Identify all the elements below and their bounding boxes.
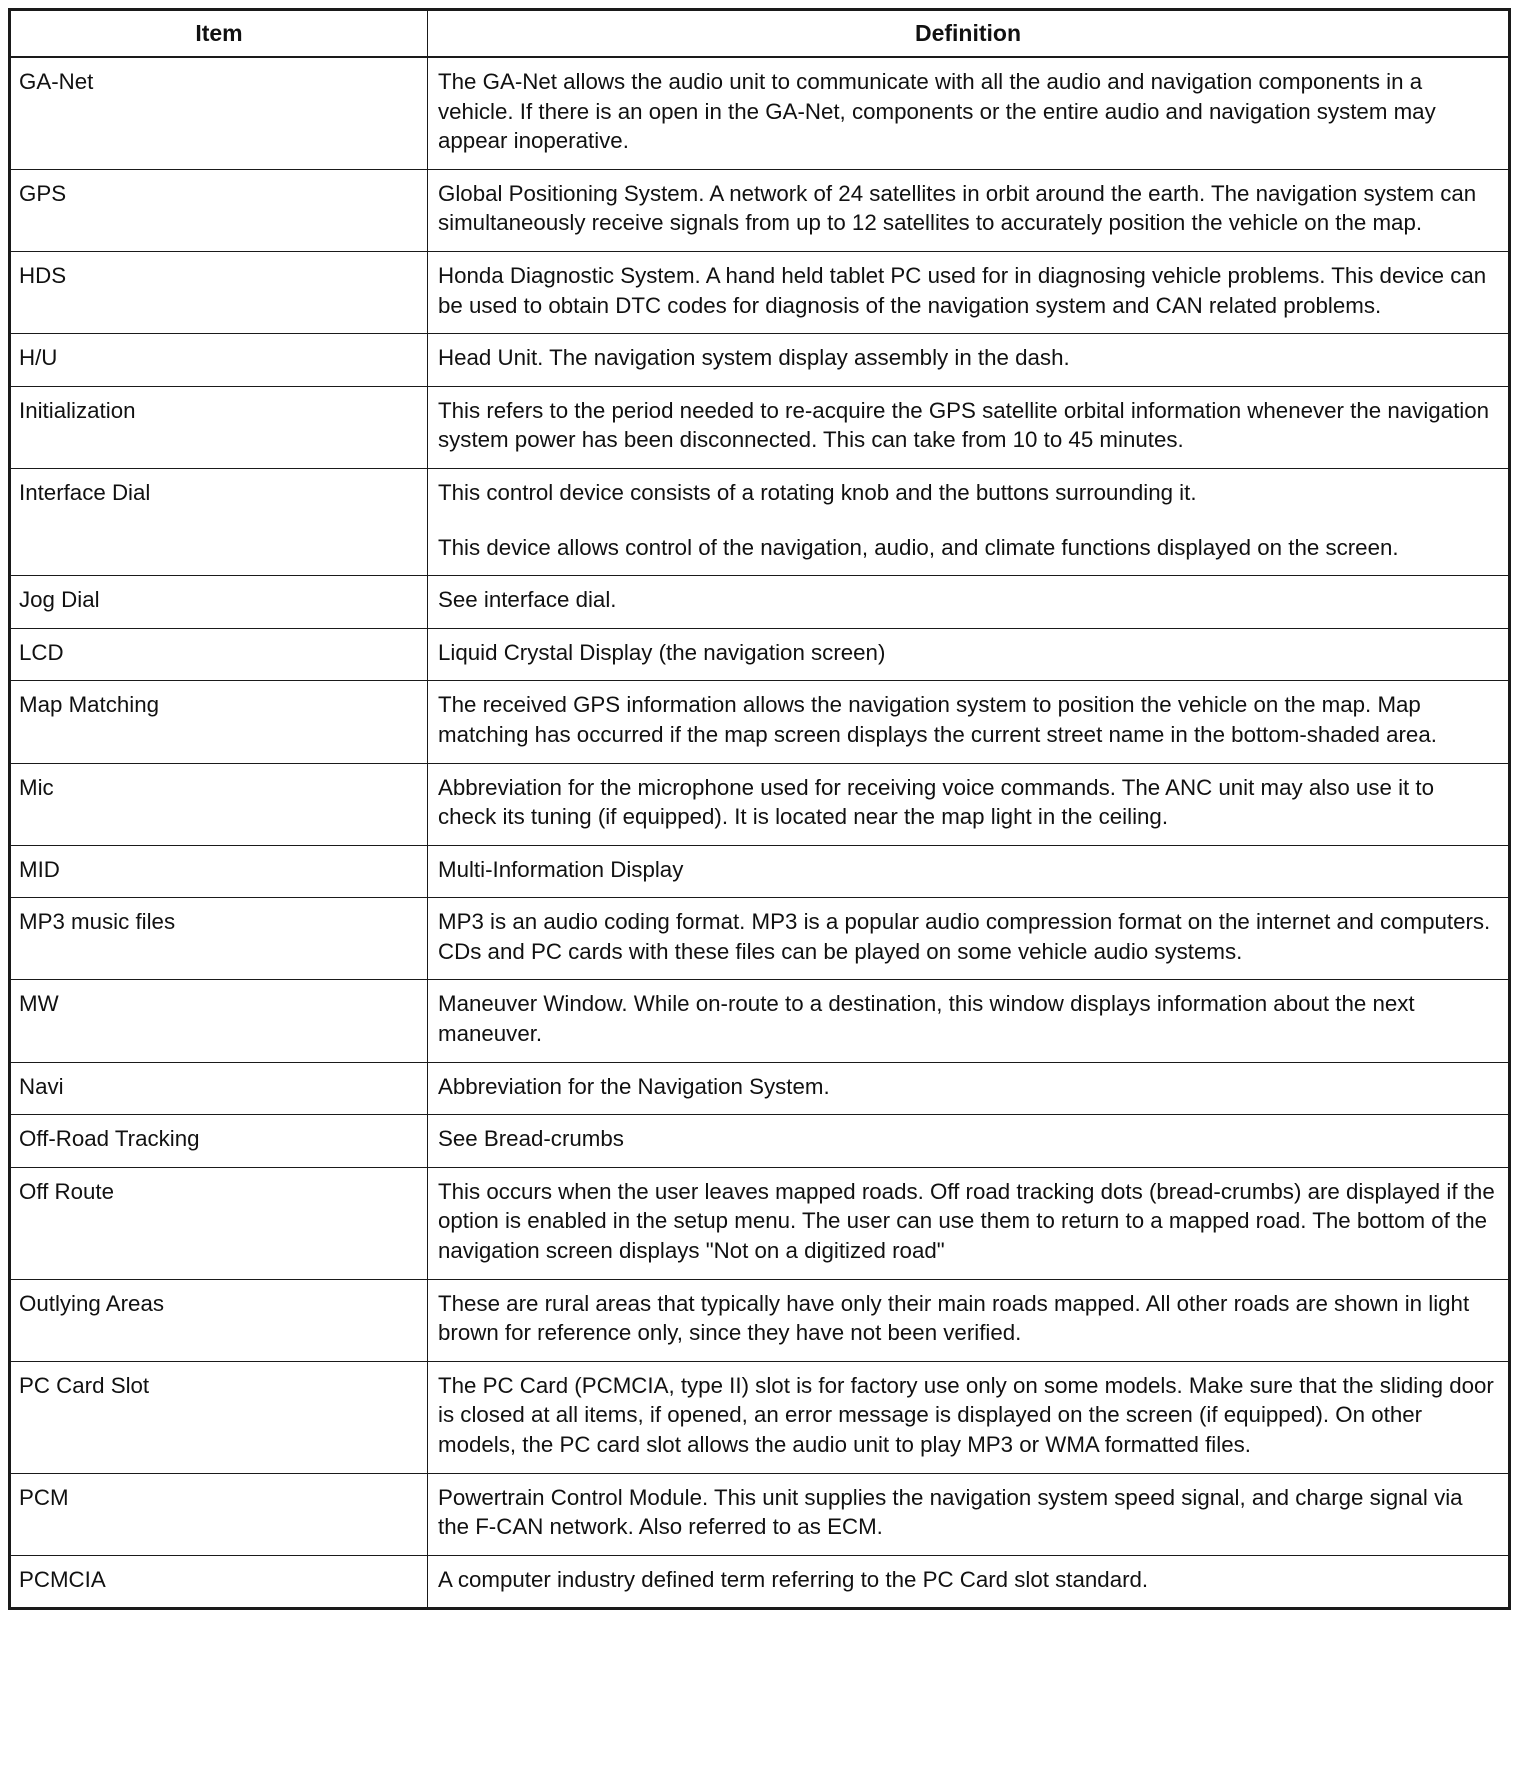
item-cell: MW xyxy=(10,980,428,1062)
definition-cell xyxy=(428,763,1510,845)
item-cell: MID xyxy=(10,845,428,898)
definition-paragraph: Abbreviation for the microphone used for receiving voice commands. The ANC unit may also use it to check its tuning (if equipped). It is located near the map light in the ceiling. xyxy=(438,774,1435,830)
definition-cell xyxy=(428,1279,1510,1361)
definition-cell xyxy=(428,386,1510,468)
table-body xyxy=(10,57,1510,1609)
item-cell: PCM xyxy=(10,1473,428,1555)
table-row xyxy=(10,1062,1510,1115)
table-row xyxy=(10,1279,1510,1361)
table-row xyxy=(10,681,1510,763)
table-row xyxy=(10,576,1510,629)
definition-paragraph: The received GPS information allows the navigation system to position the vehicle on the map. Map matching has occurred if the map screen displays the current street name in the bottom-shaded area. xyxy=(438,692,1437,747)
item-cell: Jog Dial xyxy=(10,576,428,629)
definition-paragraph: This occurs when the user leaves mapped roads. Off road tracking dots (bread-crumbs) are displayed if the option is enabled in the setup menu. The user can use them to return to a mapped road. The bottom of the navigation screen displays "Not on a digitized road" xyxy=(438,1178,1495,1264)
definition-cell xyxy=(428,681,1510,763)
definition-cell xyxy=(428,1115,1510,1168)
table-row xyxy=(10,845,1510,898)
table-header-row xyxy=(10,10,1510,58)
definition-paragraph: Honda Diagnostic System. A hand held tablet PC used for in diagnosing vehicle problems. This device can be used to obtain DTC codes for diagnosis of the navigation system and CAN related problems. xyxy=(438,262,1487,318)
column-header-definition: Definition xyxy=(428,10,1510,58)
item-cell: PCMCIA xyxy=(10,1555,428,1609)
item-cell: Off-Road Tracking xyxy=(10,1115,428,1168)
table-row xyxy=(10,1361,1510,1473)
definition-paragraph: See Bread-crumbs xyxy=(438,1126,624,1152)
definition-cell xyxy=(428,576,1510,629)
table-row xyxy=(10,468,1510,575)
definition-cell xyxy=(428,845,1510,898)
table-row xyxy=(10,169,1510,251)
item-cell: Navi xyxy=(10,1062,428,1115)
item-cell: MP3 music files xyxy=(10,898,428,980)
definition-cell xyxy=(428,980,1510,1062)
definition-cell xyxy=(428,334,1510,387)
item-cell: Initialization xyxy=(10,386,428,468)
definition-paragraph: Powertrain Control Module. This unit supplies the navigation system speed signal, and charge signal via the F-CAN network. Also referred to as ECM. xyxy=(438,1484,1463,1540)
item-cell: H/U xyxy=(10,334,428,387)
definition-cell xyxy=(428,1473,1510,1555)
item-cell: PC Card Slot xyxy=(10,1361,428,1473)
definition-paragraph: Head Unit. The navigation system display assembly in the dash. xyxy=(438,345,1070,371)
definition-cell xyxy=(428,468,1510,575)
table-row xyxy=(10,763,1510,845)
definition-paragraph: See interface dial. xyxy=(438,587,617,613)
item-cell: Outlying Areas xyxy=(10,1279,428,1361)
definition-paragraph: Abbreviation for the Navigation System. xyxy=(438,1073,830,1099)
table-row xyxy=(10,1115,1510,1168)
definition-paragraph: This control device consists of a rotating knob and the buttons surrounding it. xyxy=(438,479,1197,505)
table-row xyxy=(10,251,1510,333)
definition-cell xyxy=(428,628,1510,681)
definition-paragraph: Liquid Crystal Display (the navigation screen) xyxy=(438,639,886,665)
table-row xyxy=(10,386,1510,468)
definition-cell xyxy=(428,57,1510,169)
definition-paragraph: This device allows control of the navigation, audio, and climate functions displayed on the screen. xyxy=(438,534,1399,560)
definition-paragraph: A computer industry defined term referring to the PC Card slot standard. xyxy=(438,1566,1149,1592)
table-row xyxy=(10,898,1510,980)
item-cell: GA-Net xyxy=(10,57,428,169)
table-row xyxy=(10,57,1510,169)
definition-paragraph: Global Positioning System. A network of 24 satellites in orbit around the earth. The navigation system can simultaneously receive signals from up to 12 satellites to accurately position the vehicle on the map. xyxy=(438,180,1477,236)
item-cell: Off Route xyxy=(10,1167,428,1279)
glossary-table xyxy=(8,8,1511,1610)
definition-paragraph: Maneuver Window. While on-route to a destination, this window displays information about the next maneuver. xyxy=(438,991,1415,1047)
table-row xyxy=(10,1167,1510,1279)
definition-paragraph: The PC Card (PCMCIA, type II) slot is for factory use only on some models. Make sure that the sliding door is closed at all items, if opened, an error message is displayed on the screen (if equipped). On other models, the PC card slot allows the audio unit to play MP3 or WMA formatted files. xyxy=(438,1372,1494,1457)
definition-paragraph: This refers to the period needed to re-acquire the GPS satellite orbital information whenever the navigation system power has been disconnected. This can take from 10 to 45 minutes. xyxy=(438,397,1490,453)
definition-paragraph: These are rural areas that typically have only their main roads mapped. All other roads are shown in light brown for reference only, since they have not been verified. xyxy=(438,1290,1470,1346)
item-cell: Interface Dial xyxy=(10,468,428,575)
item-cell: GPS xyxy=(10,169,428,251)
item-cell: Mic xyxy=(10,763,428,845)
item-cell: LCD xyxy=(10,628,428,681)
column-header-item: Item xyxy=(10,10,428,58)
definition-cell xyxy=(428,169,1510,251)
definition-paragraph: Multi-Information Display xyxy=(438,856,684,882)
definition-paragraph: The GA-Net allows the audio unit to communicate with all the audio and navigation components in a vehicle. If there is an open in the GA-Net, components or the entire audio and navigation system may appear inoperative. xyxy=(438,69,1436,154)
glossary-document xyxy=(8,8,1508,1610)
item-cell: HDS xyxy=(10,251,428,333)
definition-cell xyxy=(428,898,1510,980)
table-row xyxy=(10,628,1510,681)
definition-cell xyxy=(428,1555,1510,1609)
definition-paragraph: MP3 is an audio coding format. MP3 is a popular audio compression format on the internet and computers. CDs and PC cards with these files can be played on some vehicle audio systems. xyxy=(438,909,1491,964)
definition-cell xyxy=(428,251,1510,333)
definition-cell xyxy=(428,1062,1510,1115)
definition-cell xyxy=(428,1361,1510,1473)
table-row xyxy=(10,334,1510,387)
table-row xyxy=(10,1473,1510,1555)
definition-cell xyxy=(428,1167,1510,1279)
item-cell: Map Matching xyxy=(10,681,428,763)
table-row xyxy=(10,980,1510,1062)
table-row xyxy=(10,1555,1510,1609)
